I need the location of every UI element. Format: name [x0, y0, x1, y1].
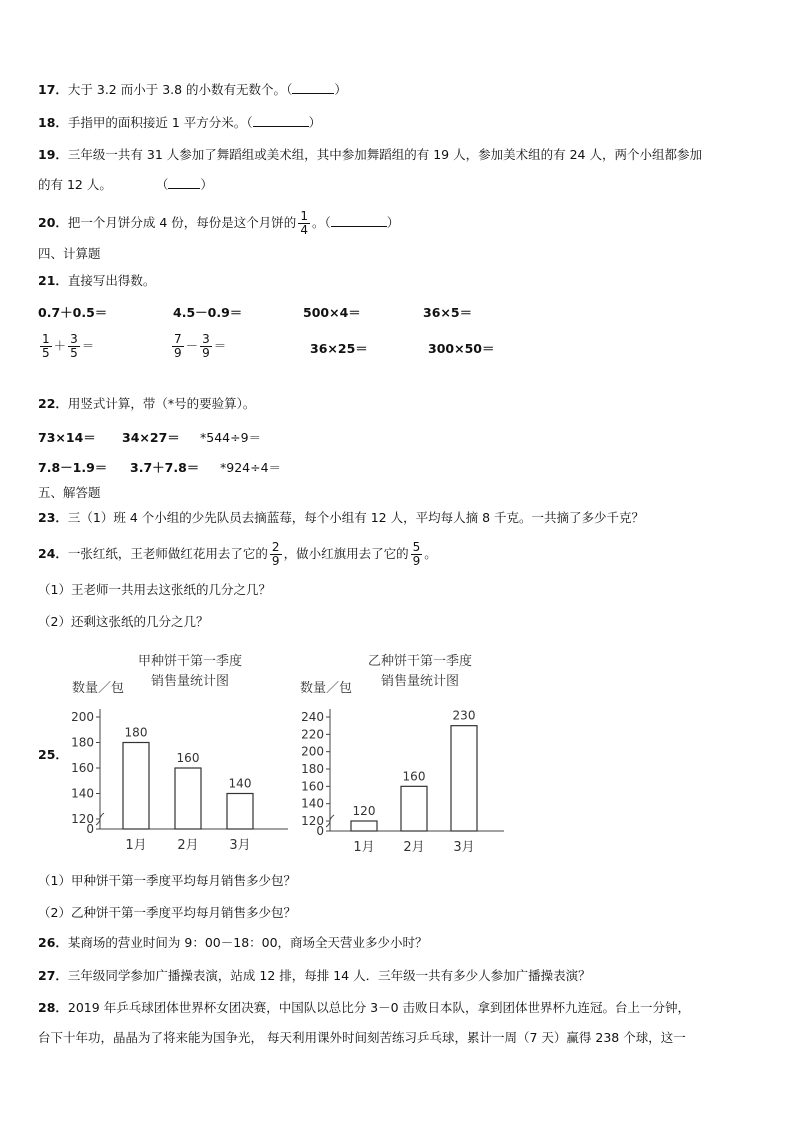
- fraction-denominator: 5: [70, 346, 78, 360]
- question-text: 三（1）班 4 个小组的少先队员去摘蓝莓，每个小组有 12 人，平均每人摘 8 千克。一共摘了多少千克？: [67, 510, 645, 525]
- question-25-sub1: （1）甲种饼干第一季度平均每月销售多少包？: [38, 873, 296, 888]
- answer-blank[interactable]: [168, 178, 200, 189]
- question-28: [38, 1000, 690, 1016]
- question-number: 28．: [38, 1000, 68, 1015]
- data-label: 120: [352, 804, 376, 818]
- question-number: 24．: [38, 546, 68, 561]
- calc-item: 7.8－1.9＝: [38, 460, 108, 475]
- fraction: [298, 210, 310, 237]
- y-axis-label: 数量／包: [300, 681, 353, 696]
- paren-close: ）: [386, 215, 400, 230]
- y-tick-label: 180: [71, 735, 94, 750]
- answer-blank[interactable]: [331, 216, 387, 227]
- question-number: 19．: [38, 147, 68, 162]
- question-text: 大于 3.2 而小于 3.8 的小数有无数个。: [67, 82, 287, 97]
- x-tick-label: 3月: [229, 838, 251, 853]
- question-text: 的有 12 人。: [38, 177, 112, 192]
- fraction-numerator: 1: [42, 332, 50, 346]
- operator: －: [185, 338, 199, 353]
- paren-open: （: [246, 115, 253, 130]
- fraction-numerator: 5: [412, 540, 421, 554]
- question-text: 2019 年乒乓球团体世界杯女团决赛，中国队以总比分 3－0 击败日本队，拿到团体世界杯九连冠。台上一分钟，: [67, 1000, 691, 1015]
- y-tick-label: 160: [71, 761, 94, 775]
- fraction-numerator: 3: [202, 332, 210, 346]
- paren-open: （: [286, 82, 293, 97]
- calc-item: 300×50＝: [428, 341, 495, 356]
- x-tick-label: 1月: [353, 840, 375, 855]
- question-text: 把一个月饼分成 4 份，每份是这个月饼的: [67, 215, 297, 230]
- calc-item-fraction-add: [38, 328, 94, 364]
- y-tick-label: 220: [301, 727, 324, 742]
- chart-title: 甲种饼干第一季度: [137, 654, 243, 669]
- y-tick-label: 140: [301, 796, 324, 811]
- y-tick-label: 200: [301, 744, 324, 759]
- fraction-denominator: 9: [412, 554, 421, 568]
- data-label: 230: [452, 708, 476, 723]
- question-22: [38, 396, 255, 412]
- question-number: 25．: [38, 747, 68, 762]
- calc-item: 3.7＋7.8＝: [130, 460, 200, 475]
- paren-close: ）: [200, 177, 213, 192]
- calc-item: 500×4＝: [303, 305, 361, 320]
- question-20: [38, 206, 399, 240]
- chart-yi-bar: [290, 645, 520, 865]
- question-text: 三年级一共有 31 人参加了舞蹈组或美术组，其中参加舞蹈组的有 19 人，参加美术组的有 24 人，两个小组都参加: [67, 147, 702, 162]
- y-tick-label: 140: [71, 786, 94, 801]
- question-number: 26．: [38, 935, 68, 950]
- equals: ＝: [213, 338, 227, 353]
- question-17: [38, 82, 347, 98]
- question-23: [38, 510, 644, 526]
- question-text-end: 。: [311, 215, 325, 230]
- data-label: 140: [228, 776, 252, 791]
- question-27: [38, 968, 591, 984]
- question-text: 某商场的营业时间为 9：00－18：00，商场全天营业多少小时？: [67, 935, 428, 950]
- x-tick-label: 1月: [125, 838, 147, 853]
- y-tick-label: 0: [316, 824, 324, 838]
- calc-item: 0.7＋0.5＝: [38, 305, 108, 320]
- question-28-line2: 台下十年功，晶晶为了将来能为国争光， 每天利用课外时间刻苦练习乒乓球，累计一周（7 天）赢得 238 个球，这一: [38, 1030, 686, 1045]
- equals: ＝: [81, 338, 95, 353]
- question-text: 一张红纸，王老师做红花用去了它的: [67, 546, 268, 561]
- paren-close: ）: [308, 115, 322, 130]
- calc-item: *924÷4＝: [220, 460, 282, 475]
- y-tick-label: 200: [71, 710, 94, 724]
- question-number: 21．: [38, 273, 68, 288]
- bar: [351, 821, 377, 831]
- data-label: 160: [402, 769, 426, 784]
- question-text: 三年级同学参加广播操表演，站成 12 排，每排 14 人．三年级一共有多少人参加广播操表演？: [67, 968, 591, 983]
- answer-blank[interactable]: [292, 83, 334, 94]
- fraction: [270, 541, 282, 568]
- fraction-denominator: 5: [42, 346, 50, 360]
- section-heading-5: 五、解答题: [38, 485, 101, 500]
- question-19: [38, 147, 702, 163]
- chart-subtitle: 销售量统计图: [380, 674, 460, 689]
- calc-item-fraction-sub: [170, 328, 226, 364]
- fraction: [68, 333, 80, 360]
- fraction: [200, 333, 212, 360]
- x-tick-label: 3月: [453, 840, 475, 855]
- calc-item: 73×14＝: [38, 430, 96, 445]
- bar: [401, 786, 427, 831]
- fraction-numerator: 7: [174, 332, 182, 346]
- question-number: 22．: [38, 396, 68, 411]
- data-label: 180: [124, 725, 148, 740]
- question-number: 20．: [38, 215, 68, 230]
- x-tick-label: 2月: [177, 838, 199, 853]
- answer-blank[interactable]: [253, 116, 309, 127]
- fraction-denominator: 9: [174, 346, 182, 360]
- data-label: 160: [176, 751, 200, 765]
- y-tick-label: 180: [301, 762, 324, 776]
- section-heading-4: 四、计算题: [38, 246, 101, 261]
- fraction-denominator: 9: [202, 346, 210, 360]
- question-24-sub1: （1）王老师一共用去这张纸的几分之几？: [38, 582, 271, 597]
- fraction-denominator: 4: [300, 223, 308, 237]
- fraction: [172, 333, 184, 360]
- fraction-numerator: 3: [70, 332, 78, 346]
- bar: [227, 794, 253, 830]
- y-tick-label: 120: [71, 812, 94, 826]
- chart-subtitle: 销售量统计图: [150, 674, 230, 689]
- fraction: [40, 333, 52, 360]
- paren-open: （: [155, 177, 169, 192]
- fraction-denominator: 9: [271, 554, 280, 568]
- y-tick-label: 0: [86, 822, 94, 836]
- question-text: 用竖式计算，带（*号的要验算）。: [67, 396, 256, 411]
- calc-item: 36×5＝: [423, 305, 473, 320]
- calc-item: 34×27＝: [122, 430, 180, 445]
- question-19-line2: [38, 177, 213, 193]
- question-number: 17．: [38, 82, 68, 97]
- fraction: [411, 541, 423, 568]
- question-text: 手指甲的面积接近 1 平方分米。: [67, 115, 247, 130]
- calc-item: 4.5－0.9＝: [173, 305, 243, 320]
- chart-title: 乙种饼干第一季度: [367, 654, 473, 669]
- question-24: [38, 536, 437, 572]
- question-21: [38, 273, 155, 289]
- fraction-numerator: 1: [300, 209, 308, 223]
- bar: [175, 768, 201, 829]
- question-26: [38, 935, 428, 951]
- y-axis-label: 数量／包: [72, 681, 125, 696]
- calc-item: *544÷9＝: [200, 430, 262, 445]
- operator: ＋: [53, 338, 67, 353]
- question-number: 27．: [38, 968, 68, 983]
- question-number: 23．: [38, 510, 68, 525]
- chart-jia-bar: [60, 645, 290, 865]
- bar: [451, 726, 477, 831]
- question-text: 直接写出得数。: [67, 273, 156, 288]
- x-tick-label: 2月: [403, 840, 425, 855]
- fraction-numerator: 2: [271, 540, 280, 554]
- y-tick-label: 120: [301, 814, 324, 828]
- y-tick-label: 240: [301, 710, 324, 724]
- paren-close: ）: [334, 82, 347, 97]
- question-text: ，做小红旗用去了它的: [283, 546, 409, 561]
- calc-item: 36×25＝: [310, 341, 368, 356]
- question-24-sub2: （2）还剩这张纸的几分之几？: [38, 614, 209, 629]
- paren-open: （: [324, 215, 331, 230]
- question-25-sub2: （2）乙种饼干第一季度平均每月销售多少包？: [38, 905, 296, 920]
- question-text-end: 。: [424, 546, 437, 561]
- y-tick-label: 160: [301, 779, 324, 794]
- bar: [123, 743, 149, 830]
- question-number: 18．: [38, 115, 68, 130]
- question-18: [38, 115, 321, 131]
